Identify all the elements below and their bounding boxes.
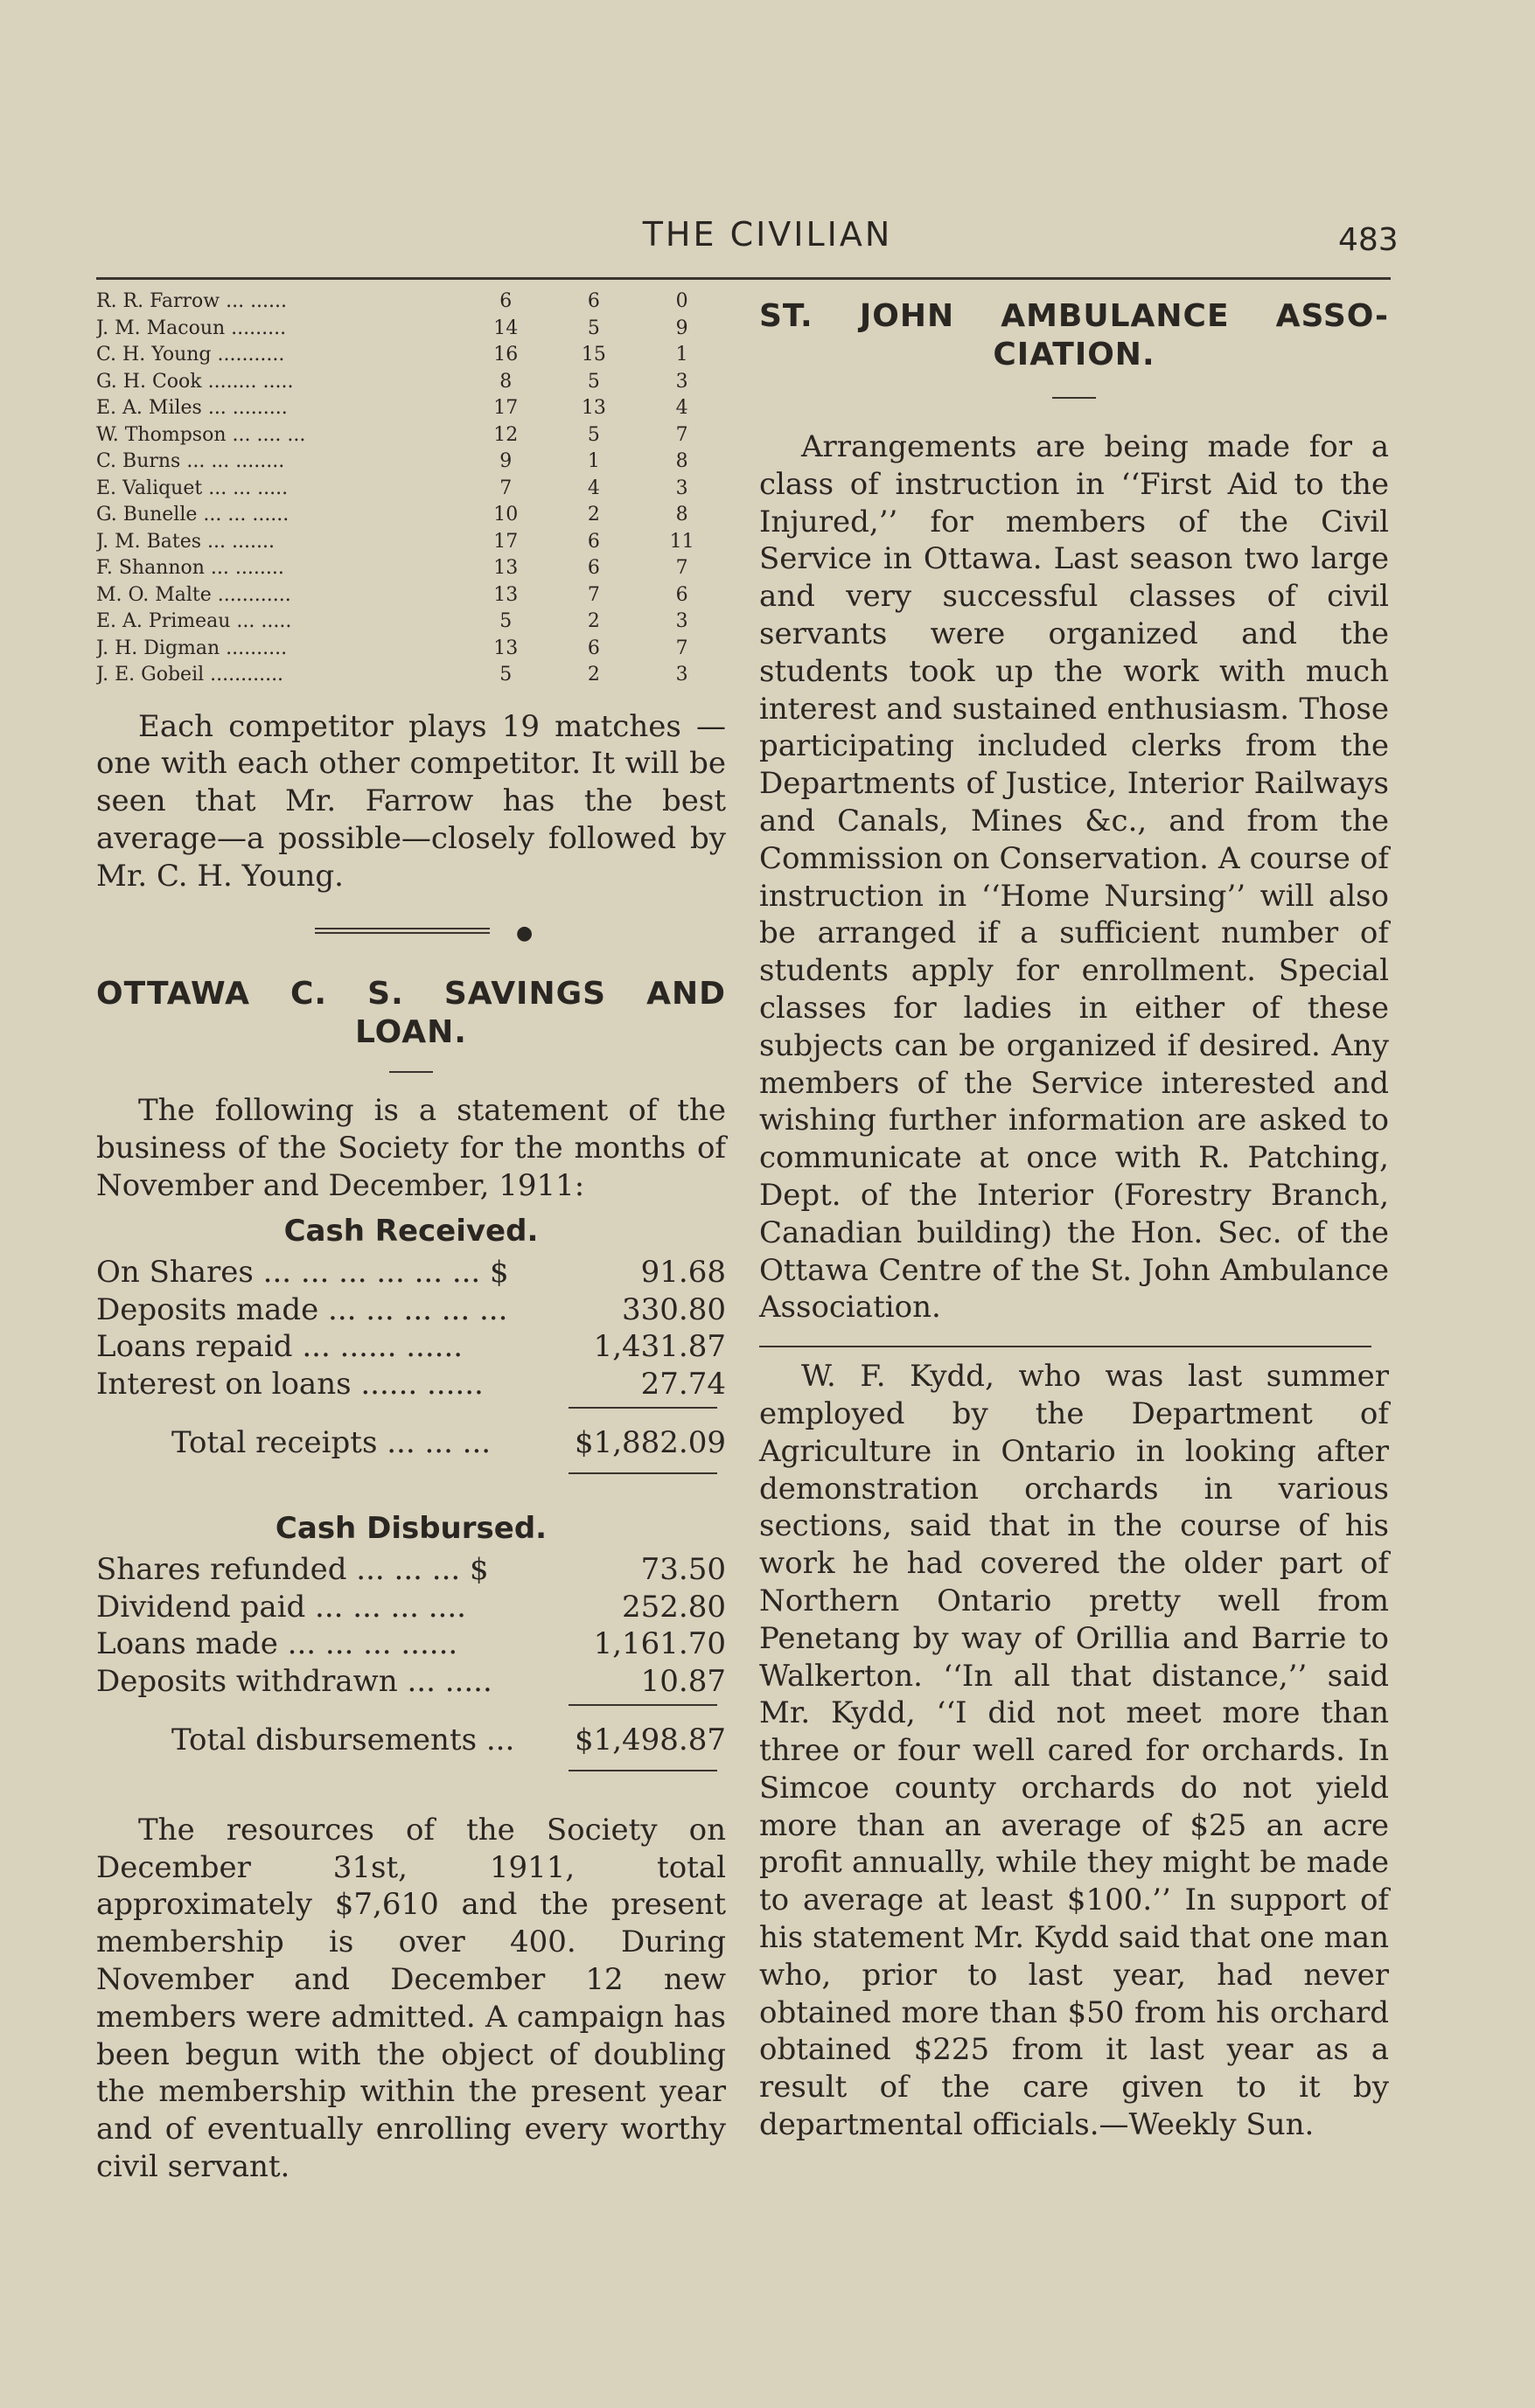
ledger-rule [569, 1407, 717, 1409]
total-receipts-amount: $1,882.09 [574, 1425, 726, 1461]
score-played: 7 [499, 477, 513, 499]
cash-received-ledger [96, 1254, 726, 1403]
score-lost: 0 [675, 290, 688, 312]
score-won: 1 [587, 450, 600, 472]
competitor-name: J. E. Gobeil ............ [96, 664, 284, 686]
ledger-label: Interest on loans ...... ...... [96, 1367, 484, 1402]
ledger-label: Loans repaid ... ...... ...... [96, 1329, 464, 1365]
scores-table [96, 289, 726, 689]
competitor-name: C. Burns ... ... ........ [96, 450, 285, 472]
score-lost: 7 [675, 637, 688, 659]
score-won: 15 [581, 344, 606, 365]
score-lost: 1 [675, 344, 688, 365]
ledger-row [96, 1589, 726, 1626]
separator-dot: ● [516, 922, 534, 945]
ledger-label: Loans made ... ... ... ...... [96, 1626, 458, 1662]
ledger-label: On Shares ... ... ... ... ... ... $ [96, 1254, 509, 1290]
ledger-row [96, 1625, 726, 1663]
cash-disbursed-heading: Cash Disbursed. [275, 1510, 548, 1546]
score-lost: 3 [675, 477, 688, 499]
score-row [96, 395, 726, 422]
score-lost: 11 [669, 530, 694, 553]
score-won: 5 [587, 423, 600, 446]
double-rule [315, 928, 490, 934]
score-row [96, 316, 726, 343]
ledger-amount: 10.87 [640, 1664, 726, 1700]
score-played: 6 [499, 290, 513, 312]
total-receipts-label: Total receipts ... ... ... [171, 1425, 492, 1461]
score-played: 13 [493, 583, 519, 606]
ledger-amount: 330.80 [622, 1291, 726, 1327]
competitor-name: J. H. Digman .......... [96, 637, 288, 659]
score-lost: 3 [675, 370, 688, 393]
score-lost: 8 [675, 450, 688, 472]
savings-headline [96, 975, 726, 1052]
competitor-name: F. Shannon ... ........ [96, 557, 284, 579]
competitor-name: E. A. Miles ... ......... [96, 397, 288, 419]
score-played: 17 [493, 530, 519, 553]
competitor-name: C. H. Young ........... [96, 344, 285, 365]
score-lost: 3 [675, 664, 688, 686]
ledger-amount: 27.74 [640, 1367, 726, 1402]
score-row [96, 342, 726, 369]
header-rule [96, 277, 1391, 280]
score-played: 13 [493, 637, 519, 659]
score-row [96, 422, 726, 449]
score-lost: 7 [675, 423, 688, 446]
competitor-name: W. Thompson ... .... ... [96, 423, 306, 446]
ledger-rule [569, 1770, 717, 1771]
savings-headline-line1: OTTAWA C. S. SAVINGS AND [96, 976, 726, 1013]
score-won: 13 [581, 397, 606, 419]
ledger-amount: 252.80 [622, 1589, 726, 1625]
score-row [96, 449, 726, 476]
score-played: 10 [493, 504, 519, 525]
score-row [96, 289, 726, 316]
score-won: 5 [587, 370, 600, 393]
left-column [96, 289, 726, 2186]
ledger-amount: 1,431.87 [593, 1329, 726, 1365]
competitor-name: E. A. Primeau ... ..... [96, 610, 292, 632]
competitor-name: E. Valiquet ... ... ..... [96, 477, 289, 499]
score-played: 5 [499, 610, 513, 632]
ledger-label: Deposits made ... ... ... ... ... [96, 1291, 508, 1327]
statement-intro: The following is a statement of the business of the Society for the months of November and December, 1911: [96, 1093, 726, 1204]
ledger-row [96, 1254, 726, 1291]
ambulance-paragraph: Arrangements are being made for a class of instruction in ‘‘First Aid to the Injured,’’ for members of the Civil Service in Ottawa. Last season two large and very successful classes of civil servants were organized and the students took up the work with much interest and sustained enthusiasm. Those participating included clerks from the Departments of Justice, Interior Railways and Canals, Mines &c., and from the Commission on Conservation. A course of instruction in ‘‘Home Nursing’’ will also be arranged if a sufficient number of students apply for enrollment. Special classes for ladies in either of these subjects can be organized if desired. Any members of the Service interested and wishing further information are asked to communicate at once with R. Patching, Dept. of the Interior (Forestry Branch, Canadian building) the Hon. Sec. of the Ottawa Centre of the St. John Ambulance Association. [759, 429, 1389, 1326]
score-row [96, 582, 726, 609]
score-lost: 4 [675, 397, 688, 419]
competitor-name: G. Bunelle ... ... ...... [96, 504, 290, 525]
right-column [759, 297, 1389, 2144]
score-won: 5 [587, 317, 600, 339]
ledger-amount: 73.50 [640, 1551, 726, 1587]
score-won: 2 [587, 610, 600, 632]
score-row [96, 476, 726, 503]
matches-paragraph: Each competitor plays 19 matches —one with each other competitor. It will be seen that Mr. Farrow has the best average—a possible—closely followed by Mr. C. H. Young. [96, 708, 726, 894]
score-played: 9 [499, 450, 513, 472]
ledger-amount: 91.68 [640, 1254, 726, 1290]
total-disbursements-amount: $1,498.87 [574, 1722, 726, 1758]
ledger-label: Shares refunded ... ... ... $ [96, 1551, 489, 1587]
ledger-row [96, 1291, 726, 1329]
competitor-name: R. R. Farrow ... ...... [96, 290, 288, 312]
ledger-label: Dividend paid ... ... ... .... [96, 1589, 466, 1625]
kydd-paragraph: W. F. Kydd, who was last summer employed by the Department of Agriculture in Ontario in looking after demonstration orchards in various sections, said that in the course of his work he had covered the older part of Northern Ontario pretty well from Penetang by way of Orillia and Barrie to Walkerton. ‘‘In all that distance,’’ said Mr. Kydd, ‘‘I did not meet more than three or four well cared for orchards. In Simcoe county orchards do not yield more than an average of $25 an acre profit annually, while they might be made to average at least $100.’’ In support of his statement Mr. Kydd said that one man who, prior to last year, had never obtained more than $50 from his orchard obtained $225 from it last year as a result of the care given to it by departmental officials.—Weekly Sun. [759, 1359, 1389, 2143]
score-row [96, 369, 726, 396]
score-row [96, 636, 726, 663]
score-won: 2 [587, 504, 600, 525]
ambulance-headline-line1: ST. JOHN AMBULANCE ASSO- [759, 298, 1389, 334]
score-played: 16 [493, 344, 519, 365]
column-divider [759, 1346, 1371, 1347]
competitor-name: J. M. Macoun ......... [96, 317, 287, 339]
ledger-row [96, 1366, 726, 1403]
score-lost: 7 [675, 557, 688, 579]
score-won: 2 [587, 664, 600, 686]
page-number: 483 [1338, 222, 1399, 258]
score-row [96, 609, 726, 636]
headline-dash [389, 1071, 433, 1073]
score-played: 5 [499, 664, 513, 686]
cash-received-heading: Cash Received. [283, 1213, 539, 1249]
competitor-name: M. O. Malte ............ [96, 583, 291, 606]
score-won: 6 [587, 557, 600, 579]
score-lost: 8 [675, 504, 688, 525]
total-receipts-row [96, 1424, 726, 1462]
ledger-row [96, 1663, 726, 1701]
score-played: 8 [499, 370, 513, 393]
score-played: 13 [493, 557, 519, 579]
savings-headline-line2: LOAN. [355, 1014, 467, 1051]
resources-paragraph: The resources of the Society on December 31st, 1911, total approximately $7,610 and the present membership is over 400. During November and December 12 new members were admitted. A campaign has been begun with the object of doubling the membership within the present year and of eventually enrolling every worthy civil servant. [96, 1812, 726, 2185]
score-played: 14 [493, 317, 519, 339]
score-lost: 6 [675, 583, 688, 606]
ambulance-headline-line2: CIATION. [993, 337, 1155, 372]
score-won: 7 [587, 583, 600, 606]
ledger-row [96, 1551, 726, 1589]
ledger-rule [569, 1472, 717, 1474]
competitor-name: J. M. Bates ... ....... [96, 530, 275, 553]
score-played: 17 [493, 397, 519, 419]
score-won: 6 [587, 530, 600, 553]
competitor-name: G. H. Cook ........ ..... [96, 370, 294, 393]
total-disbursements-label: Total disbursements ... [171, 1722, 515, 1758]
ledger-rule [569, 1704, 717, 1706]
headline-dash [1052, 397, 1096, 399]
score-row [96, 502, 726, 529]
cash-disbursed-ledger [96, 1551, 726, 1701]
section-separator [96, 922, 726, 945]
score-won: 4 [587, 477, 600, 499]
ledger-label: Deposits withdrawn ... ..... [96, 1664, 492, 1700]
ledger-row [96, 1328, 726, 1366]
score-row [96, 555, 726, 582]
score-won: 6 [587, 290, 600, 312]
score-row [96, 529, 726, 556]
score-lost: 3 [675, 610, 688, 632]
score-row [96, 662, 726, 689]
total-disbursements-row [96, 1722, 726, 1759]
score-won: 6 [587, 637, 600, 659]
ambulance-headline [759, 297, 1389, 374]
score-played: 12 [493, 423, 519, 446]
publication-title: THE CIVILIAN [642, 215, 893, 254]
ledger-amount: 1,161.70 [593, 1626, 726, 1662]
score-lost: 9 [675, 317, 688, 339]
